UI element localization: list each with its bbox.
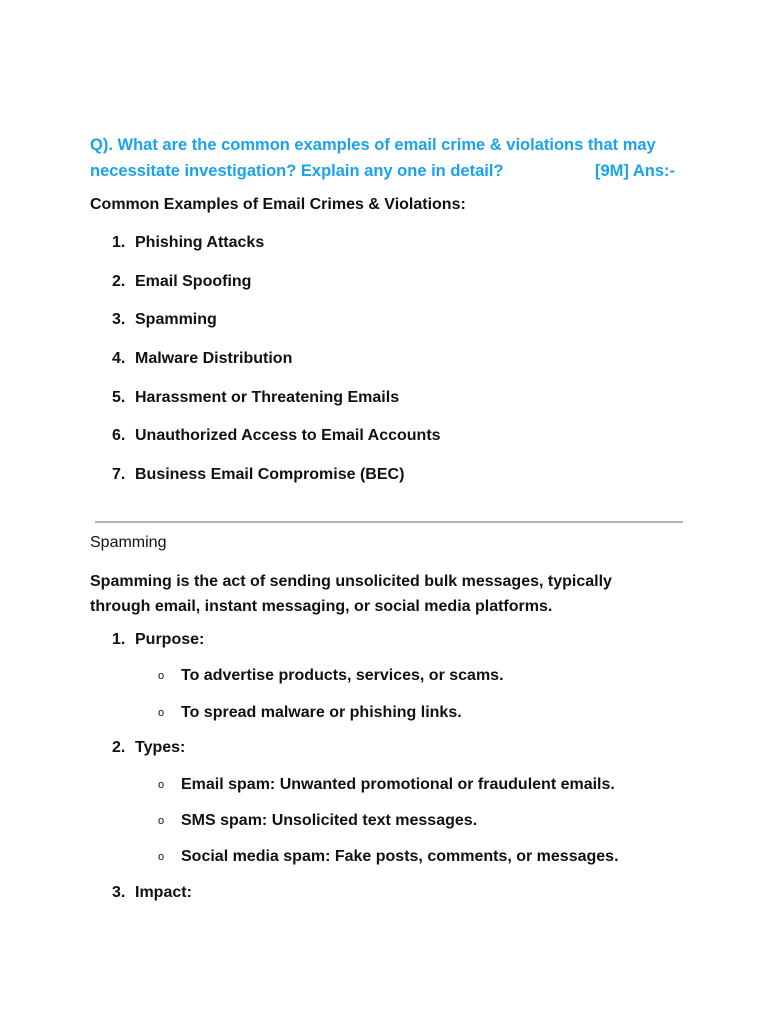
list-item-text: Harassment or Threatening Emails xyxy=(135,388,400,406)
list-item-number: 3. xyxy=(112,311,126,329)
paragraph-line-2: through email, instant messaging, or social media platforms. xyxy=(90,598,553,615)
list-item-text: Spamming xyxy=(135,311,217,329)
point-label: Purpose: xyxy=(135,631,205,648)
hollow-bullet-icon: o xyxy=(158,707,165,719)
point-label: Types: xyxy=(135,739,186,756)
question-block xyxy=(90,132,690,184)
hollow-bullet-icon: o xyxy=(158,815,165,827)
point-number: 1. xyxy=(112,631,126,648)
horizontal-divider xyxy=(95,521,683,523)
list-item-text: Business Email Compromise (BEC) xyxy=(135,466,405,484)
question-line-1: Q). What are the common examples of email crime & violations that may xyxy=(90,136,656,154)
list-item-number: 1. xyxy=(112,234,126,251)
list-item-number: 4. xyxy=(112,350,126,368)
question-line-2: necessitate investigation? Explain any one in detail? xyxy=(90,162,504,180)
list-item-number: 5. xyxy=(112,388,126,406)
examples-heading: Common Examples of Email Crimes & Violations: xyxy=(90,196,466,213)
hollow-bullet-icon: o xyxy=(158,779,165,791)
list-item-number: 6. xyxy=(112,427,126,445)
question-marks: [9M] Ans:- xyxy=(595,162,676,180)
sub-item: Email spam: Unwanted promotional or fraudulent emails. xyxy=(181,776,615,793)
point-number: 2. xyxy=(112,739,126,756)
definition-paragraph xyxy=(90,569,690,619)
sub-item: To advertise products, services, or scams. xyxy=(181,667,504,684)
paragraph-line-1: Spamming is the act of sending unsolicited bulk messages, typically xyxy=(90,573,612,590)
hollow-bullet-icon: o xyxy=(158,851,165,863)
sub-item: SMS spam: Unsolicited text messages. xyxy=(181,812,478,829)
point-number: 3. xyxy=(112,884,126,901)
question-line-2-wrap xyxy=(90,158,690,184)
list-item-text: Malware Distribution xyxy=(135,350,293,368)
sub-item: To spread malware or phishing links. xyxy=(181,704,462,721)
list-item-text: Phishing Attacks xyxy=(135,234,265,251)
list-item-text: Email Spoofing xyxy=(135,272,252,290)
section-title: Spamming xyxy=(90,534,167,551)
list-item-text: Unauthorized Access to Email Accounts xyxy=(135,427,441,445)
point-label: Impact: xyxy=(135,884,192,901)
list-item-number: 7. xyxy=(112,466,126,484)
hollow-bullet-icon: o xyxy=(158,670,165,682)
list-item-number: 2. xyxy=(112,272,126,290)
sub-item: Social media spam: Fake posts, comments, or messages. xyxy=(181,848,619,865)
